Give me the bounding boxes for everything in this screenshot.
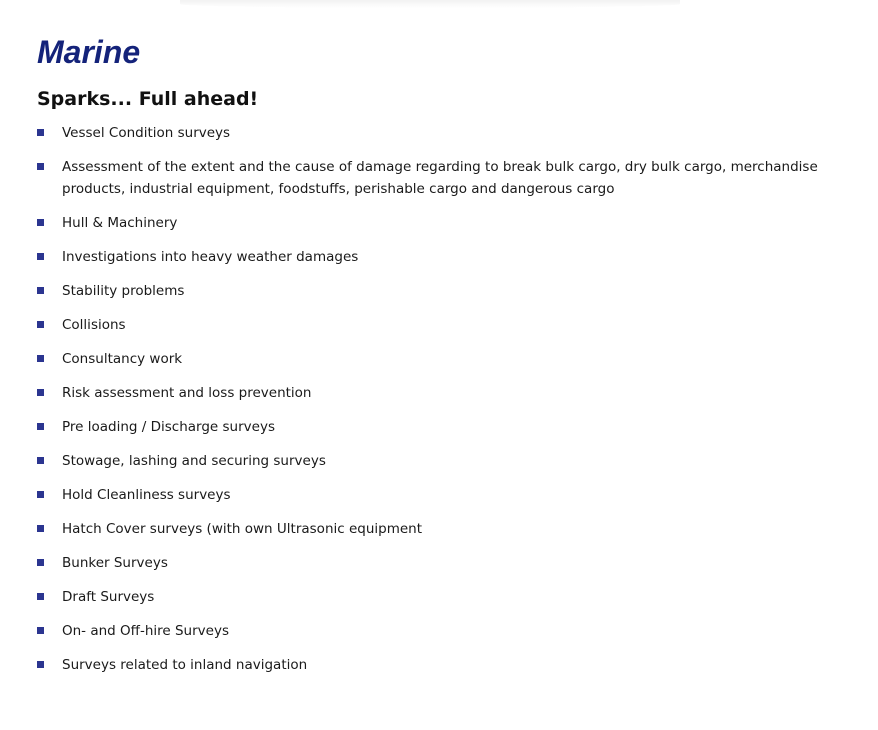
list-item-text: Bunker Surveys xyxy=(62,555,168,571)
list-item xyxy=(37,246,857,268)
list-item-text: Vessel Condition surveys xyxy=(62,125,231,141)
main-content xyxy=(37,30,857,688)
list-item-text: Investigations into heavy weather damages xyxy=(62,249,359,265)
square-bullet-icon xyxy=(37,389,44,396)
list-item xyxy=(37,518,857,540)
header-shadow xyxy=(180,0,680,8)
square-bullet-icon xyxy=(37,593,44,600)
square-bullet-icon xyxy=(37,321,44,328)
square-bullet-icon xyxy=(37,129,44,136)
list-item-text: Assessment of the extent and the cause of damage regarding to break bulk cargo, dry bulk cargo, merchandise products, industrial equipment, foodstuffs, perishable cargo and dangerous cargo xyxy=(62,159,818,197)
list-item-text: Collisions xyxy=(62,317,126,333)
list-item-text: Risk assessment and loss prevention xyxy=(62,385,312,401)
list-item xyxy=(37,620,857,642)
square-bullet-icon xyxy=(37,253,44,260)
list-item xyxy=(37,156,857,200)
list-item xyxy=(37,382,857,404)
list-item xyxy=(37,654,857,676)
list-item xyxy=(37,586,857,608)
list-item xyxy=(37,552,857,574)
square-bullet-icon xyxy=(37,287,44,294)
list-item xyxy=(37,212,857,234)
list-item-text: Stowage, lashing and securing surveys xyxy=(62,453,326,469)
list-item-text: Hold Cleanliness surveys xyxy=(62,487,231,503)
list-item-text: Pre loading / Discharge surveys xyxy=(62,419,275,435)
square-bullet-icon xyxy=(37,457,44,464)
list-item-text: Hatch Cover surveys (with own Ultrasonic equipment xyxy=(62,521,423,537)
page-title: Marine xyxy=(37,34,141,70)
list-item-text: Hull & Machinery xyxy=(62,215,178,231)
list-item-text: Stability problems xyxy=(62,283,185,299)
square-bullet-icon xyxy=(37,661,44,668)
list-item xyxy=(37,450,857,472)
square-bullet-icon xyxy=(37,163,44,170)
square-bullet-icon xyxy=(37,559,44,566)
square-bullet-icon xyxy=(37,355,44,362)
square-bullet-icon xyxy=(37,423,44,430)
list-item xyxy=(37,416,857,438)
square-bullet-icon xyxy=(37,627,44,634)
square-bullet-icon xyxy=(37,491,44,498)
list-item xyxy=(37,484,857,506)
services-list xyxy=(37,122,857,676)
square-bullet-icon xyxy=(37,219,44,226)
page-subtitle: Sparks... Full ahead! xyxy=(37,88,259,110)
list-item-text: Draft Surveys xyxy=(62,589,155,605)
list-item xyxy=(37,314,857,336)
list-item xyxy=(37,280,857,302)
list-item-text: Consultancy work xyxy=(62,351,183,367)
list-item xyxy=(37,122,857,144)
square-bullet-icon xyxy=(37,525,44,532)
list-item-text: Surveys related to inland navigation xyxy=(62,657,308,673)
list-item xyxy=(37,348,857,370)
list-item-text: On- and Off-hire Surveys xyxy=(62,623,229,639)
